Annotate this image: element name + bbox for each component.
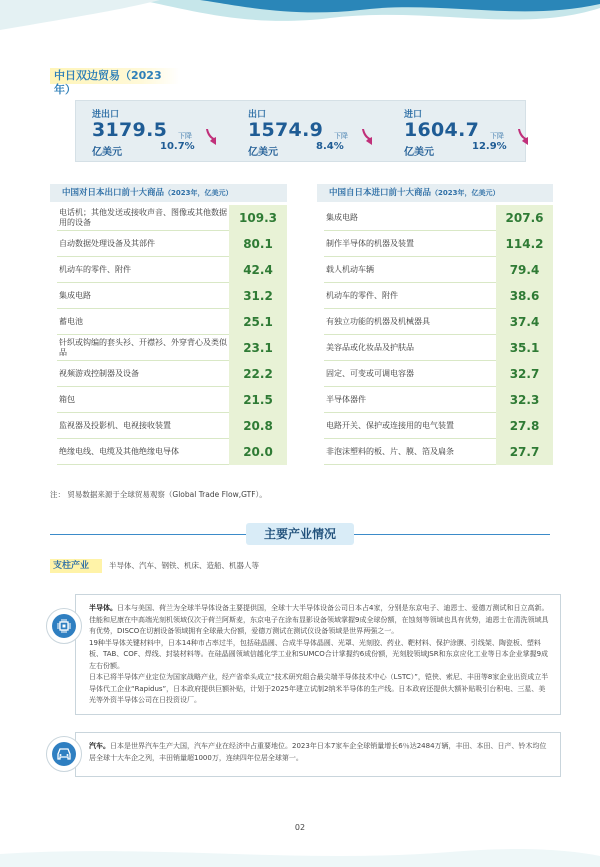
import-item-name: 固定、可变或可调电容器 — [324, 361, 496, 387]
import-item-name: 机动车的零件、附件 — [324, 283, 496, 309]
import-row — [324, 335, 553, 361]
metric-trend: 下降 — [178, 132, 192, 140]
import-table — [324, 205, 553, 465]
metric-value: 1604.7 — [404, 119, 480, 141]
export-item-value: 23.1 — [229, 335, 287, 361]
metric-unit: 亿美元 — [92, 147, 122, 158]
import-item-value: 207.6 — [496, 205, 553, 231]
automobile-box — [75, 732, 561, 777]
bilateral-trade-title: 中日双边贸易（2023年） — [50, 68, 180, 84]
export-item-name: 绝缘电线、电缆及其他绝缘电导体 — [57, 439, 229, 465]
export-table — [57, 205, 287, 465]
export-row — [57, 387, 287, 413]
bottom-wave-decoration — [0, 840, 600, 867]
export-item-name: 箱包 — [57, 387, 229, 413]
pillar-industries-label: 支柱产业 — [50, 559, 102, 573]
metric-trend: 下降 — [334, 132, 348, 140]
import-item-value: 32.3 — [496, 387, 553, 413]
export-item-name: 集成电路 — [57, 283, 229, 309]
semiconductor-heading: 半导体。 — [89, 604, 117, 612]
semiconductor-text-1: 日本与美国、荷兰为全球半导体设备主要提供国，全球十大半导体设备公司日本占4家，分别是东京电子、迪恩士、爱德万测试和日立高新。佳能和尼康在中高端光刻机领域仅次于荷兰阿斯麦，东京电子在涂布显影设备领域掌握9成全球份额，在蚀刻等领域也具有优势，迪恩士在清洗领域具有优势，DISCO在切割设备领域拥有全球最大份额，爱德万测试在测试仪设备领域是世界两强之一。 — [89, 604, 549, 635]
import-row — [324, 387, 553, 413]
down-arrow-icon — [516, 129, 528, 147]
import-item-value: 37.4 — [496, 309, 553, 335]
import-item-name: 非泡沫塑料的板、片、膜、箔及扁条 — [324, 439, 496, 465]
metric-label: 进口 — [404, 110, 423, 120]
metric-label: 出口 — [248, 110, 267, 120]
import-item-value: 27.7 — [496, 439, 553, 465]
export-item-value: 80.1 — [229, 231, 287, 257]
import-item-name: 载人机动车辆 — [324, 257, 496, 283]
pillar-industries-text: 半导体、汽车、钢铁、机床、造船、机器人等 — [109, 561, 259, 570]
metric-unit: 亿美元 — [404, 147, 434, 158]
export-row — [57, 413, 287, 439]
export-item-value: 22.2 — [229, 361, 287, 387]
automobile-paragraph — [89, 741, 550, 764]
import-item-value: 32.7 — [496, 361, 553, 387]
import-item-value: 79.4 — [496, 257, 553, 283]
semiconductor-box — [75, 594, 561, 715]
export-item-value: 31.2 — [229, 283, 287, 309]
import-row — [324, 413, 553, 439]
import-item-value: 35.1 — [496, 335, 553, 361]
export-item-name: 监视器及投影机、电视接收装置 — [57, 413, 229, 439]
metric-percent: 8.4% — [316, 141, 344, 152]
metric-import — [404, 107, 544, 159]
title-rule-left — [50, 534, 246, 535]
export-item-value: 25.1 — [229, 309, 287, 335]
export-table-title: 中国对日本出口前十大商品 — [62, 188, 165, 198]
import-item-name: 集成电路 — [324, 205, 496, 231]
automobile-text: 日本是世界汽车生产大国，汽车产业在经济中占重要地位。2023年日本7家车企全球销量增长6％达2484万辆，丰田、本田、日产、铃木均位居全球十大车企之列，丰田销量超1000万，连续四年位居全球第一。 — [89, 742, 547, 762]
title-rule-right — [354, 534, 550, 535]
metric-percent: 12.9% — [472, 141, 507, 152]
metric-trend: 下降 — [490, 132, 504, 140]
metric-value: 3179.5 — [92, 119, 168, 141]
import-table-subtitle: （2023年，亿美元） — [431, 189, 500, 197]
export-row — [57, 231, 287, 257]
export-table-subtitle: （2023年，亿美元） — [164, 189, 233, 197]
metric-total — [92, 107, 232, 159]
export-row — [57, 335, 287, 361]
metric-percent: 10.7% — [160, 141, 195, 152]
page-number: 02 — [294, 823, 306, 832]
export-table-header — [50, 184, 287, 202]
export-item-name: 视频游戏控制器及设备 — [57, 361, 229, 387]
import-item-name: 美容品或化妆品及护肤品 — [324, 335, 496, 361]
import-row — [324, 283, 553, 309]
import-item-name: 有独立功能的机器及机械器具 — [324, 309, 496, 335]
export-row — [57, 309, 287, 335]
down-arrow-icon — [360, 129, 372, 147]
row-divider — [57, 464, 229, 465]
down-arrow-icon — [204, 129, 216, 147]
export-item-value: 42.4 — [229, 257, 287, 283]
metric-value: 1574.9 — [248, 119, 324, 141]
trade-summary-box — [75, 100, 526, 162]
import-item-value: 38.6 — [496, 283, 553, 309]
export-item-name: 机动车的零件、附件 — [57, 257, 229, 283]
import-row — [324, 361, 553, 387]
semiconductor-paragraph-1 — [89, 603, 550, 638]
export-item-value: 20.8 — [229, 413, 287, 439]
metric-label: 进出口 — [92, 110, 120, 120]
import-item-name: 制作半导体的机器及装置 — [324, 231, 496, 257]
import-item-name: 半导体器件 — [324, 387, 496, 413]
automobile-heading: 汽车。 — [89, 742, 110, 750]
import-item-value: 27.8 — [496, 413, 553, 439]
import-row — [324, 257, 553, 283]
semiconductor-paragraph-2: 19种半导体关键材料中，日本14种市占率过半，包括硅晶圆、合成半导体晶圆、光罩、光刻胶、药业、靶材料、保护涂膜、引线架、陶瓷板、塑料板、TAB、COF、焊线、封装材料等。在硅晶圆领域信越化学工业和SUMCO合计掌握约6成份额，光刻胶领域JSR和东京应化工业等日本企业掌握9成左右份额。 — [89, 638, 549, 670]
metric-unit: 亿美元 — [248, 147, 278, 158]
export-row — [57, 439, 287, 465]
import-row — [324, 309, 553, 335]
export-item-name: 自动数据处理设备及其部件 — [57, 231, 229, 257]
export-row — [57, 205, 287, 231]
import-row — [324, 439, 553, 465]
car-icon — [46, 736, 82, 772]
export-item-value: 109.3 — [229, 205, 287, 231]
chip-icon — [46, 608, 82, 644]
export-item-value: 21.5 — [229, 387, 287, 413]
export-item-name: 针织或钩编的套头衫、开襟衫、外穿背心及类似品 — [57, 335, 229, 361]
top-wave-decoration — [0, 0, 600, 60]
import-row — [324, 205, 553, 231]
metric-export — [248, 107, 388, 159]
row-divider — [324, 464, 496, 465]
export-item-name: 蓄电池 — [57, 309, 229, 335]
import-item-name: 电路开关、保护或连接用的电气装置 — [324, 413, 496, 439]
import-table-header — [317, 184, 553, 202]
import-item-value: 114.2 — [496, 231, 553, 257]
export-item-value: 20.0 — [229, 439, 287, 465]
export-row — [57, 283, 287, 309]
semiconductor-paragraph-3: 日本已将半导体产业定位为国家战略产业，经产省牵头成立“技术研究组合最尖端半导体技术中心（LSTC）”，铠侠、索尼、丰田等8家企业出资成立半导体代工企业“Rapidus”，日本政府提供巨额补贴，计划于2025年建立试制2纳米半导体的生产线。日本政府还提供大额补贴吸引台积电、三星、美光等外资半导体公司在日投资设厂。 — [89, 673, 549, 704]
export-row — [57, 361, 287, 387]
main-industries-title: 主要产业情况 — [246, 523, 354, 545]
export-row — [57, 257, 287, 283]
import-table-title: 中国自日本进口前十大商品 — [329, 188, 432, 198]
import-row — [324, 231, 553, 257]
source-note: 注： 贸易数据来源于全球贸易观察（Global Trade Flow,GTF）。 — [50, 490, 267, 499]
export-item-name: 电话机；其他发送或接收声音、图像或其他数据用的设备 — [57, 205, 229, 231]
